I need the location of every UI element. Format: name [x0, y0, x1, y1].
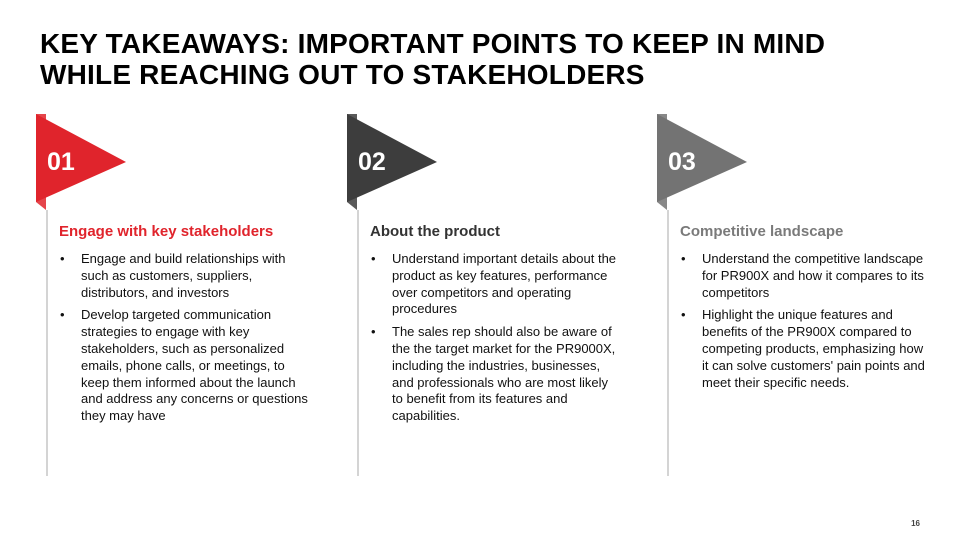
column-rail — [46, 210, 48, 476]
takeaway-column-3 — [657, 114, 937, 476]
step-number: 01 — [47, 148, 75, 176]
bullet-item: • The sales rep should also be aware of the the target market for the PR9000X, including the industries, businesses, and professionals who are most likely to benefit from its features and capabilities. — [370, 324, 620, 425]
slide-title: KEY TAKEAWAYS: IMPORTANT POINTS TO KEEP IN MIND WHILE REACHING OUT TO STAKEHOLDERS — [40, 28, 826, 90]
bullet-list — [59, 251, 309, 431]
bullet-item: • Understand important details about the product as key features, performance over competitors and operating procedures — [370, 251, 620, 318]
bullet-item: • Understand the competitive landscape for PR900X and how it compares to its competitors — [680, 251, 930, 301]
column-heading: Engage with key stakeholders — [59, 223, 274, 240]
step-number: 02 — [358, 148, 386, 176]
takeaway-column-1 — [36, 114, 316, 476]
column-heading: Competitive landscape — [680, 223, 844, 240]
bullet-list — [370, 251, 620, 431]
bullet-item: • Develop targeted communication strategies to engage with key stakeholders, such as personalized emails, phone calls, or meetings, to keep them informed about the launch and address any concerns or questions they may have — [59, 307, 309, 425]
takeaway-column-2 — [347, 114, 627, 476]
column-rail — [357, 210, 359, 476]
column-heading: About the product — [370, 223, 500, 240]
bullet-list — [680, 251, 930, 397]
bullet-item: • Engage and build relationships with such as customers, suppliers, distributors, and investors — [59, 251, 309, 301]
column-rail — [667, 210, 669, 476]
step-number: 03 — [668, 148, 696, 176]
page-number: 16 — [911, 519, 920, 528]
bullet-item: • Highlight the unique features and benefits of the PR900X compared to competing products, emphasizing how it can solve customers' pain points and meet their specific needs. — [680, 307, 930, 391]
